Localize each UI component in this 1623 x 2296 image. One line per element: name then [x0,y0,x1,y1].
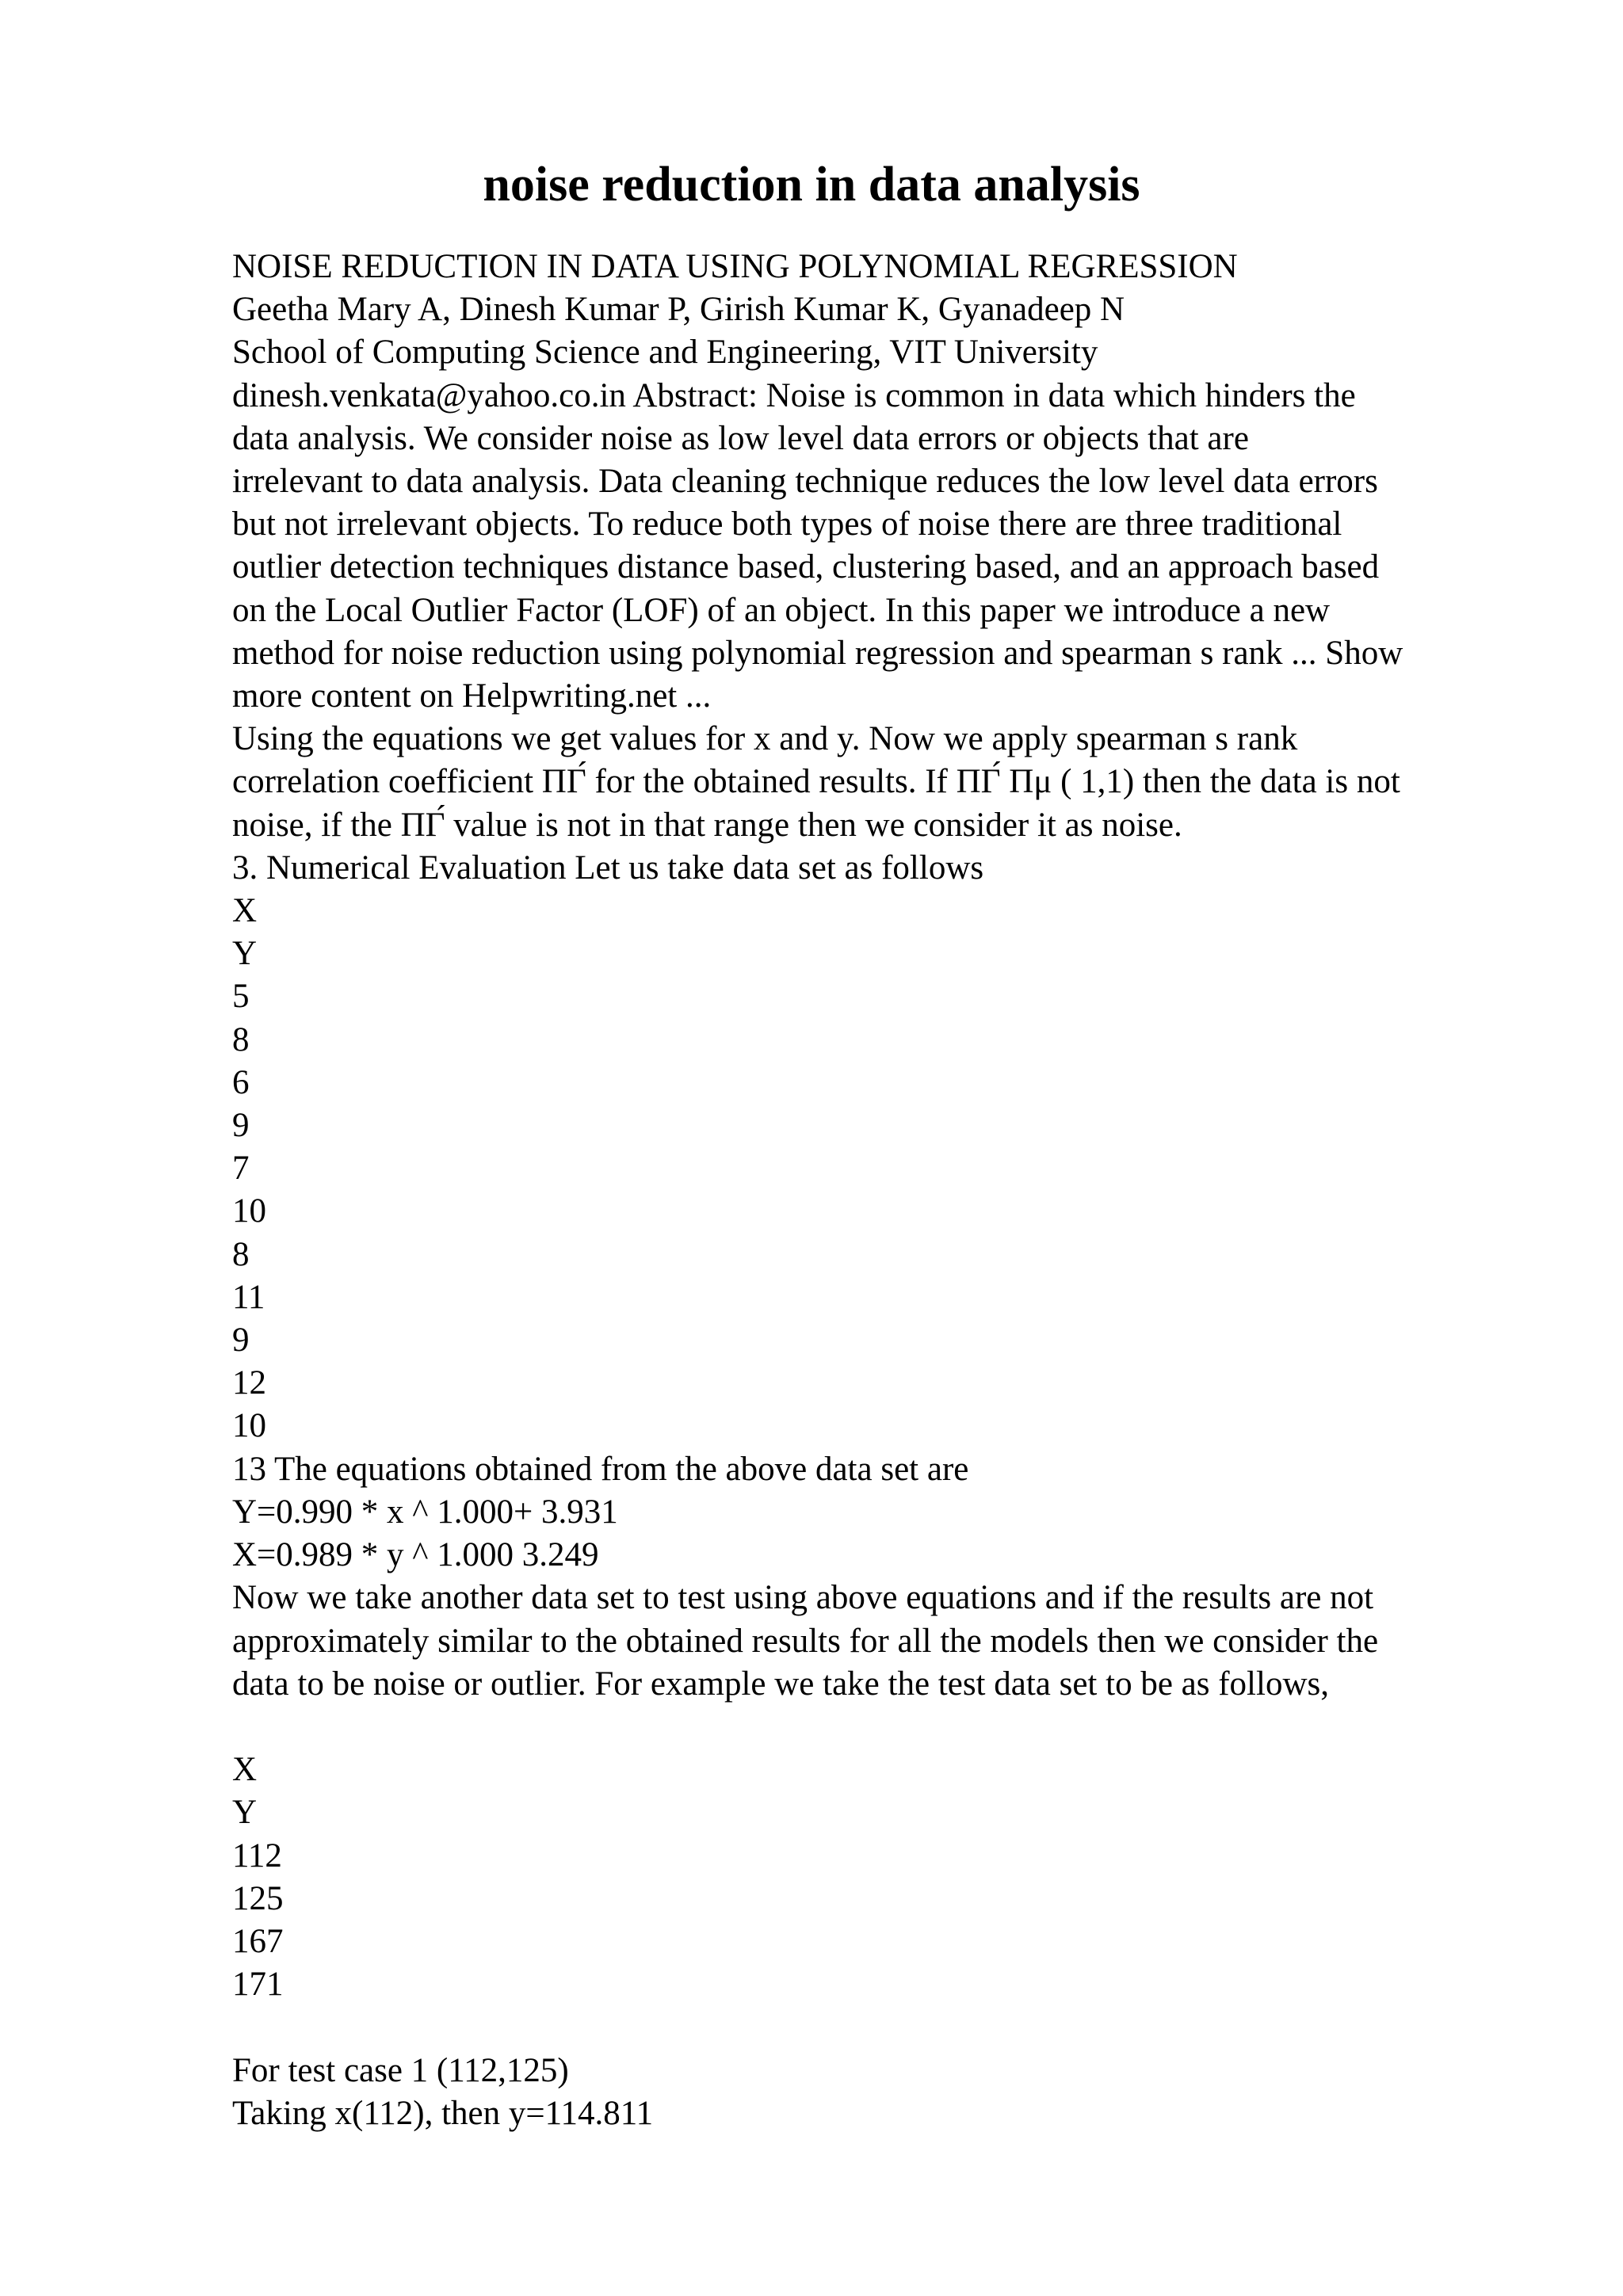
data-set-value: 6 [232,1063,250,1101]
document-title: noise reduction in data analysis [483,158,1140,212]
data-set-value: 5 [232,978,250,1016]
data-set-value: 8 [232,1235,250,1273]
equations-intro-line: 13 The equations obtained from the above data set are [232,1450,969,1488]
abstract-line: more content on Helpwriting.net ... [232,677,712,715]
data-set-value: 9 [232,1322,250,1360]
data-set-header-y: Y [232,935,258,973]
test-set-value: 167 [232,1922,284,1960]
abstract-line: method for noise reduction using polynomial regression and spearman s rank ... Show [232,634,1403,672]
paper-heading: NOISE REDUCTION IN DATA USING POLYNOMIAL REGRESSION [232,248,1238,285]
abstract-line: dinesh.venkata@yahoo.co.in Abstract: Noise is common in data which hinders the [232,376,1356,414]
abstract-line: irrelevant to data analysis. Data cleaning technique reduces the low level data errors [232,463,1378,501]
paragraph-line: correlation coefficient ΠΓ́ for the obtained results. If ΠΓ́ Πμ ( 1,1) then the data is not [232,763,1400,801]
paragraph-line: approximately similar to the obtained results for all the models then we consider the [232,1622,1379,1660]
section-heading: 3. Numerical Evaluation Let us take data set as follows [232,849,984,887]
paragraph-line: Using the equations we get values for x and y. Now we apply spearman s rank [232,720,1298,758]
data-set-header-x: X [232,892,258,930]
data-set-value: 8 [232,1020,250,1058]
data-set-value: 10 [232,1192,266,1230]
data-set-value: 10 [232,1407,266,1445]
data-set-value: 12 [232,1364,266,1402]
test-case-result-line: Taking x(112), then y=114.811 [232,2094,654,2132]
test-set-value: 171 [232,1966,284,2004]
abstract-line: outlier detection techniques distance based, clustering based, and an approach based [232,548,1380,586]
paragraph-line: data to be noise or outlier. For example we take the test data set to be as follows, [232,1665,1329,1703]
affiliation-line: School of Computing Science and Engineering, VIT University [232,334,1098,372]
paragraph-line: noise, if the ΠΓ́ value is not in that range then we consider it as noise. [232,806,1182,844]
authors-line: Geetha Mary A, Dinesh Kumar P, Girish Kumar K, Gyanadeep N [232,291,1125,329]
test-set-header-y: Y [232,1794,258,1832]
abstract-line: data analysis. We consider noise as low level data errors or objects that are [232,419,1249,457]
equation-x: X=0.989 * y ^ 1.000 3.249 [232,1536,599,1574]
paragraph-line: Now we take another data set to test using above equations and if the results are not [232,1579,1374,1617]
test-set-value: 125 [232,1879,284,1917]
blank-line [232,2006,1532,2049]
test-set-value: 112 [232,1836,282,1875]
test-case-line: For test case 1 (112,125) [232,2051,569,2089]
abstract-line: on the Local Outlier Factor (LOF) of an object. In this paper we introduce a new [232,591,1331,629]
data-set-value: 11 [232,1278,265,1316]
equation-y: Y=0.990 * x ^ 1.000+ 3.931 [232,1493,618,1531]
blank-line [232,1706,1532,1749]
document-body [232,246,1532,2135]
test-set-header-x: X [232,1751,258,1789]
data-set-value: 7 [232,1150,250,1188]
abstract-line: but not irrelevant objects. To reduce both types of noise there are three traditional [232,505,1342,543]
data-set-value: 9 [232,1107,250,1145]
